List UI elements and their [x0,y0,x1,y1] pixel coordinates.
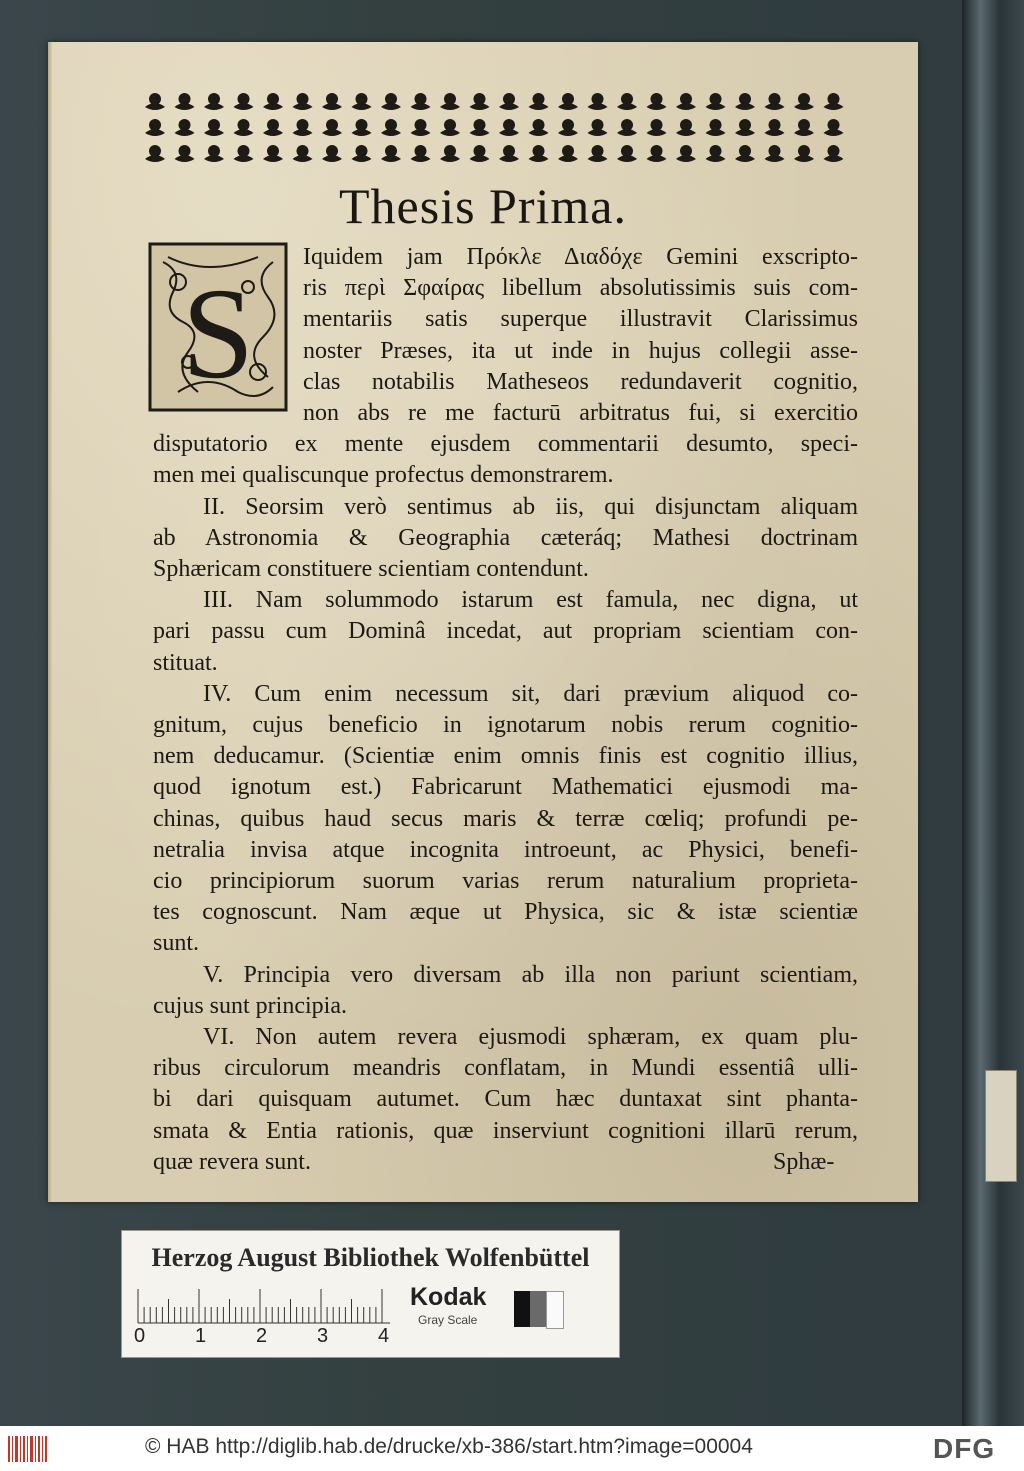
text-line: netralia invisa atque incognita introeunt, ac Physici, benefi- [153,836,858,863]
text-line: VI. Non autem revera ejusmodi sphæram, ex quam plu- [203,1024,858,1050]
text-line: quod ignotum est.) Fabricarunt Mathematici ejusmodi ma- [153,774,858,801]
barcode-icon [8,1436,48,1462]
book-page [48,42,918,1202]
text-line: cio principiorum suorum varias rerum naturalium proprieta- [153,868,858,894]
footer-bar [0,1426,1024,1471]
scanner-edge [962,0,1024,1426]
dropcap-initial [148,242,288,412]
side-label [985,1070,1017,1182]
text-line: mentariis satis superque illustravit Clarissimus [303,306,858,333]
svg-text:S: S [181,262,255,406]
text-line: stituat. [153,649,218,676]
text-line: men mei qualiscunque profectus demonstrarem. [153,462,614,489]
ruler-number-4: 4 [378,1325,390,1347]
ruler-number-3: 3 [317,1325,329,1347]
text-line: III. Nam solummodo istarum est famula, nec digna, ut [203,587,858,614]
gray-patch-black [514,1291,530,1327]
text-line: ris περὶ Σφαίρας libellum absolutissimis suis com- [303,275,858,302]
text-line: gnitum, cujus beneficio in ignotarum nobis rerum cognitio- [153,712,858,738]
text-line: tes cognoscunt. Nam æque ut Physica, sic & istæ scientiæ [153,899,858,926]
text-line: V. Principia vero diversam ab illa non pariunt scientiam, [203,961,858,988]
text-line: sunt. [153,930,200,957]
gray-scale-label: Gray Scale [418,1313,478,1327]
text-line: clas notabilis Matheseos redundaverit cognitio, [303,368,858,395]
text-line: ab Astronomia & Geographia cæteráq; Mathesi doctrinam [153,524,858,551]
ruler-number-2: 2 [256,1325,268,1347]
copyright-link[interactable]: © HAB http://diglib.hab.de/drucke/xb-386/start.htm?image=00004 [145,1435,753,1458]
card-title: Herzog August Bibliothek Wolfenbüttel [151,1243,590,1272]
text-line: quæ revera sunt. [153,1148,311,1175]
ornament-border [143,87,863,167]
text-line: II. Seorsim verò sentimus ab iis, qui disjunctam aliquam [203,493,858,520]
text-line: pari passu cum Dominâ incedat, aut propriam scientiam con- [153,618,858,645]
text-line: IV. Cum enim necessum sit, dari prævium aliquod co- [203,680,858,707]
catchword: Sphæ- [773,1148,835,1175]
kodak-label: Kodak [410,1283,487,1311]
text-line: noster Præses, ita ut inde in hujus collegii asse- [303,337,858,364]
text-line: chinas, quibus haud secus maris & terræ cœliq; profundi pe- [153,805,858,832]
text-line: bi dari quisquam autumet. Cum hæc duntaxat sint phanta- [153,1086,858,1113]
text-line: ribus circulorum meandris conflatam, in Mundi essentiâ ulli- [153,1055,858,1082]
text-line: smata & Entia rationis, quæ inserviunt cognitioni illarū rerum, [153,1117,858,1144]
ruler-number-0: 0 [134,1325,146,1347]
ruler-number-1: 1 [195,1325,207,1347]
ruler [136,1289,392,1325]
gray-patch-white [546,1291,564,1329]
text-line: nem deducamur. (Scientiæ enim omnis finis est cognitio illius, [153,743,858,770]
color-card [121,1230,620,1358]
text-line: Sphæricam constituere scientiam contendunt. [153,556,589,582]
text-line: non abs re me facturū arbitratus fui, si exercitio [303,400,858,426]
text-line: disputatorio ex mente ejusdem commentarii desumto, speci- [153,431,858,458]
dfg-logo: DFG [933,1433,996,1464]
text-line: Iquidem jam Πρόκλε Διαδόχε Gemini exscripto- [303,244,858,270]
text-line: cujus sunt principia. [153,992,347,1019]
page-title: Thesis Prima. [339,178,627,234]
gray-patch-mid [530,1291,546,1327]
